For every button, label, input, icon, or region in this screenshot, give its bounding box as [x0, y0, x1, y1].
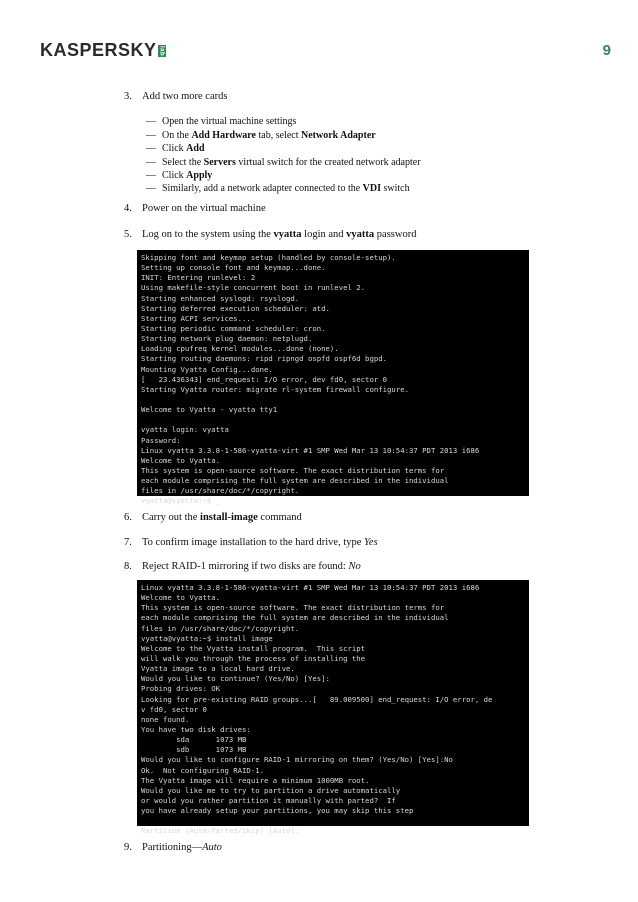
- terminal-line: files in /usr/share/doc/*/copyright.: [141, 623, 300, 633]
- step-text: Log on to the system using the: [142, 229, 274, 240]
- substep-text: Click: [162, 170, 187, 181]
- password-name: vyatta: [346, 229, 375, 240]
- substep: [146, 170, 212, 181]
- answer-text: Yes: [364, 537, 378, 548]
- terminal-line: Starting periodic command scheduler: cron.: [141, 323, 326, 333]
- terminal-line: Looking for pre-existing RAID groups...[ 89.009500] end_request: I/O error, de: [141, 694, 493, 704]
- substep-text: Similarly, add a network adapter connected to the: [162, 183, 363, 194]
- terminal-line: Loading cpufreq kernel modules...done (none).: [141, 344, 339, 354]
- terminal-line: each module comprising the full system are described in the individual: [141, 476, 449, 486]
- page-number: 9: [602, 42, 611, 59]
- terminal-line: Linux vyatta 3.3.8-1-586-vyatta-virt #1 SMP Wed Mar 13 10:54:37 PDT 2013 i686: [141, 583, 480, 592]
- terminal-line: v fd0, sector 0: [141, 704, 207, 714]
- step-number: 4.: [124, 203, 132, 214]
- terminal-line: will walk you through the process of installing the: [141, 653, 366, 663]
- substep-text: switch: [381, 183, 410, 194]
- terminal-line: Skipping font and keymap setup (handled by console-setup).: [141, 253, 396, 262]
- ui-term: Add: [186, 143, 205, 154]
- terminal-line: vyatta@vyatta:~$ _: [141, 496, 221, 506]
- terminal-line: Would you like to configure RAID-1 mirroring on them? (Yes/No) [Yes]:No: [141, 755, 453, 765]
- substep-text: On the: [162, 130, 192, 141]
- substep-text: Click: [162, 143, 187, 154]
- terminal-line: [141, 415, 525, 425]
- terminal-line: INIT: Entering runlevel: 2: [141, 273, 256, 283]
- ui-term: Add Hardware: [191, 130, 256, 141]
- step-text: Power on the virtual machine: [142, 203, 266, 214]
- terminal-line: Welcome to Vyatta - vyatta tty1: [141, 405, 278, 415]
- terminal-line: you have already setup your partitions, you may skip this step: [141, 806, 414, 816]
- terminal-line: Welcome to the Vyatta install program. This script: [141, 643, 366, 653]
- substep-text: virtual switch for the created network adapter: [235, 157, 421, 168]
- substep: [146, 130, 376, 141]
- logo-lab-badge: lab: [158, 46, 165, 57]
- terminal-line: none found.: [141, 714, 190, 724]
- step-number: 3.: [124, 91, 132, 102]
- step-5: [124, 229, 416, 240]
- terminal-line: each module comprising the full system are described in the individual: [141, 613, 449, 623]
- terminal-line: Probing drives: OK: [141, 684, 221, 694]
- login-name: vyatta: [273, 229, 302, 240]
- terminal-screenshot-login: [137, 250, 529, 506]
- step-number: 8.: [124, 561, 132, 572]
- logo-text: KASPERSKY: [40, 40, 157, 60]
- ui-term: VDI: [362, 183, 382, 194]
- step-number: 9.: [124, 842, 132, 853]
- terminal-line: vyatta@vyatta:~$ install image: [141, 633, 273, 643]
- terminal-line: Starting deferred execution scheduler: atd.: [141, 303, 330, 313]
- step-text: Add two more cards: [142, 91, 228, 102]
- step-6: [124, 512, 302, 523]
- step-7: [124, 537, 378, 548]
- step-text: command: [257, 512, 302, 523]
- dash-marker: —: [146, 143, 156, 154]
- step-text: Carry out the: [142, 512, 201, 523]
- step-4: [124, 203, 266, 214]
- step-number: 5.: [124, 229, 132, 240]
- substep-text: Open the virtual machine settings: [162, 116, 297, 127]
- dash-marker: —: [146, 157, 156, 168]
- step-9: [124, 842, 222, 853]
- terminal-line: Using makefile-style concurrent boot in runlevel 2.: [141, 283, 366, 293]
- terminal-line: [ 23.436343] end_request: I/O error, dev fd0, sector 0: [141, 374, 388, 384]
- substep: [146, 157, 421, 168]
- substep-text: Select the: [162, 157, 204, 168]
- terminal-line: This system is open-source software. The exact distribution terms for: [141, 465, 445, 475]
- substep: [146, 183, 410, 194]
- dash-marker: —: [146, 170, 156, 181]
- terminal-line: Partition (Auto/Parted/Skip) [Auto]:: [141, 826, 300, 836]
- terminal-line: Starting Vyatta router: migrate rl-system firewall configure.: [141, 384, 409, 394]
- step-text: Reject RAID-1 mirroring if two disks are found:: [142, 561, 349, 572]
- dash-marker: —: [146, 183, 156, 194]
- terminal-line: [141, 816, 525, 826]
- terminal-line: This system is open-source software. The exact distribution terms for: [141, 603, 445, 613]
- ui-term: Servers: [203, 157, 236, 168]
- dash-marker: —: [146, 130, 156, 141]
- step-text: login and: [301, 229, 347, 240]
- terminal-line: The Vyatta image will require a minimum 1000MB root.: [141, 775, 370, 785]
- step-number: 7.: [124, 537, 132, 548]
- terminal-line: Setting up console font and keymap...done.: [141, 263, 326, 273]
- dash-marker: —: [146, 116, 156, 127]
- substep: [146, 143, 205, 154]
- terminal-line: Mounting Vyatta Config...done.: [141, 364, 273, 374]
- step-text: password: [374, 229, 417, 240]
- step-number: 6.: [124, 512, 132, 523]
- step-text: Partitioning—: [142, 842, 203, 853]
- answer-text: Auto: [202, 842, 222, 853]
- terminal-line: vyatta login: vyatta: [141, 425, 229, 435]
- ui-term: Network Adapter: [300, 130, 376, 141]
- step-text: To confirm image installation to the hard drive, type: [142, 537, 365, 548]
- terminal-line: [141, 395, 525, 405]
- terminal-line: Welcome to Vyatta.: [141, 455, 221, 465]
- terminal-line: or would you rather partition it manually with parted? If: [141, 795, 396, 805]
- terminal-line: Welcome to Vyatta.: [141, 593, 221, 603]
- terminal-line: sda 1073 MB: [141, 735, 247, 745]
- ui-term: Apply: [186, 170, 213, 181]
- terminal-line: Would you like to continue? (Yes/No) [Yes]:: [141, 674, 330, 684]
- terminal-line: Starting routing daemons: ripd ripngd ospfd ospf6d bgpd.: [141, 354, 388, 364]
- terminal-line: Starting ACPI services....: [141, 313, 256, 323]
- terminal-line: files in /usr/share/doc/*/copyright.: [141, 486, 300, 496]
- kaspersky-logo: [40, 40, 166, 61]
- terminal-line: Linux vyatta 3.3.8-1-586-vyatta-virt #1 SMP Wed Mar 13 10:54:37 PDT 2013 i686: [141, 445, 480, 455]
- step-3: [124, 91, 227, 102]
- terminal-line: Starting enhanced syslogd: rsyslogd.: [141, 293, 300, 303]
- substep: [146, 116, 296, 127]
- terminal-line: Vyatta image to a local hard drive.: [141, 664, 295, 674]
- step-8: [124, 561, 361, 572]
- answer-text: No: [348, 561, 361, 572]
- command-name: install-image: [200, 512, 258, 523]
- terminal-line: You have two disk drives:: [141, 724, 251, 734]
- terminal-line: sdb 1073 MB: [141, 745, 247, 755]
- terminal-line: Password:: [141, 435, 181, 445]
- terminal-line: Starting network plug daemon: netplugd.: [141, 334, 313, 344]
- terminal-line: Ok. Not configuring RAID-1.: [141, 765, 265, 775]
- substep-text: tab, select: [256, 130, 301, 141]
- terminal-screenshot-install: [137, 580, 529, 836]
- terminal-line: Would you like me to try to partition a drive automatically: [141, 785, 401, 795]
